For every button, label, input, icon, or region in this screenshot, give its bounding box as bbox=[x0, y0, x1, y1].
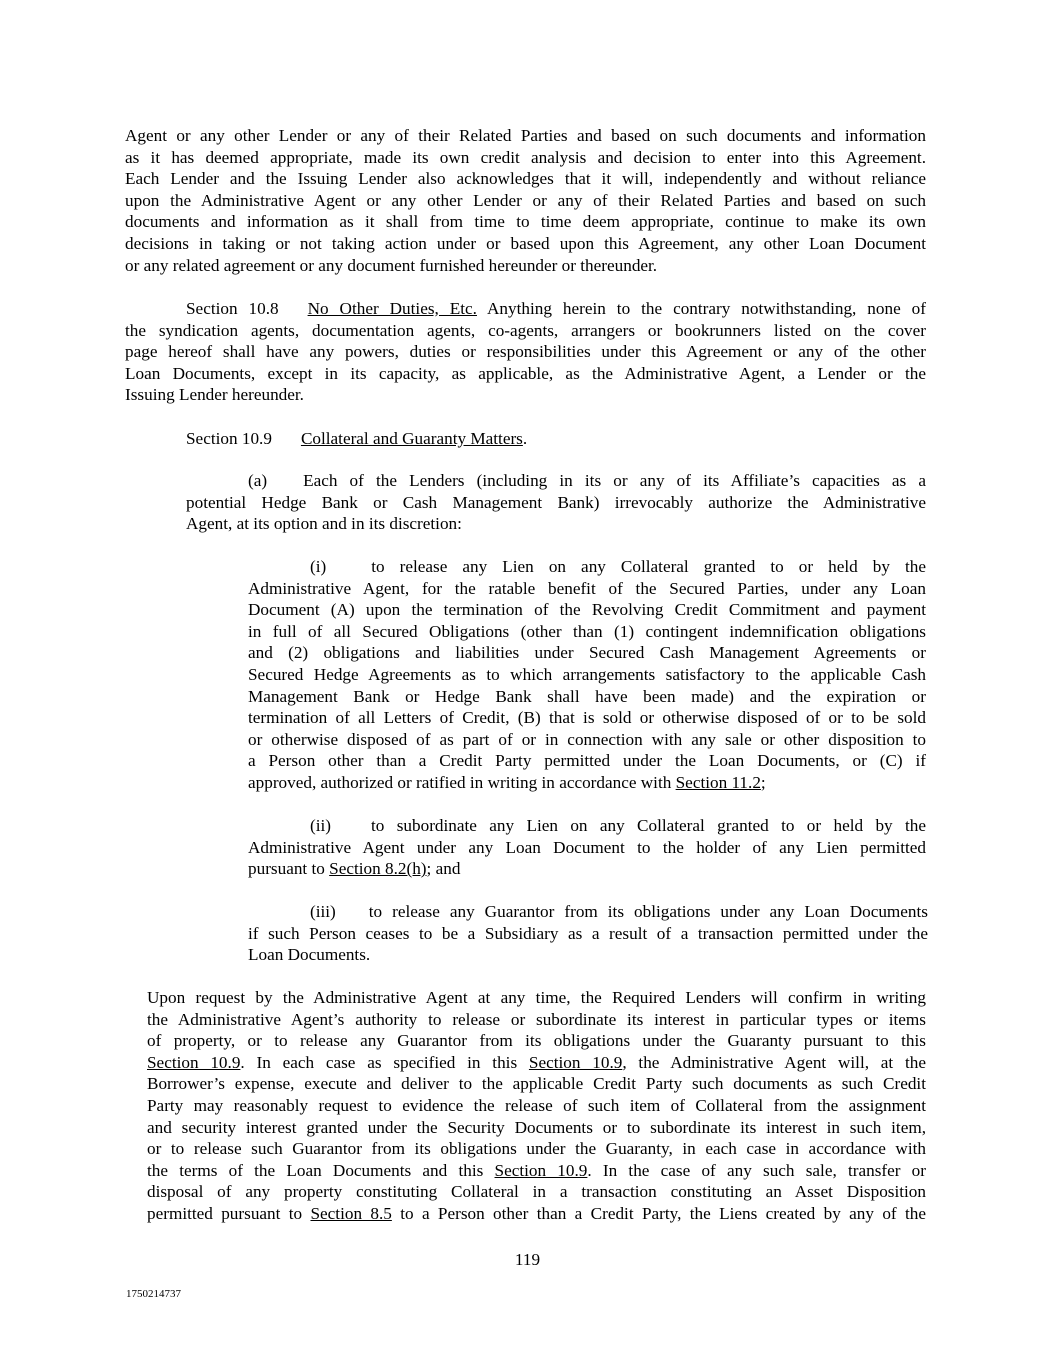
text-line: page hereof shall have any powers, duties or responsibilities under this Agreement or any of the other bbox=[125, 342, 926, 362]
text-line bbox=[248, 815, 926, 837]
text-line: termination of all Letters of Credit, (B) that is sold or otherwise disposed of or to be sold bbox=[248, 708, 926, 728]
text-line bbox=[186, 428, 886, 450]
section-reference-link[interactable]: Section 10.9 bbox=[528, 1052, 623, 1072]
text-line: if such Person ceases to be a Subsidiary as a result of a transaction permitted under the bbox=[248, 923, 928, 943]
text-line: Upon request by the Administrative Agent at any time, the Required Lenders will confirm in writing bbox=[147, 988, 926, 1007]
text-segment: to release any Guarantor from its obligations under any Loan Documents bbox=[368, 902, 928, 921]
text-line: Borrower’s expense, execute and deliver to the applicable Credit Party such documents as such Credit bbox=[147, 1074, 926, 1094]
text-segment: to release any Lien on any Collateral granted to or held by the bbox=[371, 557, 926, 576]
text-line: or otherwise disposed of as part of or in connection with any sale or other disposition to bbox=[248, 729, 926, 749]
text-line: potential Hedge Bank or Cash Management Bank) irrevocably authorize the Administrative bbox=[186, 492, 926, 512]
section-10-8 bbox=[125, 298, 926, 406]
text-segment: the terms of the Loan Documents and this bbox=[147, 1160, 495, 1180]
section-title: No Other Duties, Etc. bbox=[307, 299, 477, 318]
text-line: Agent or any other Lender or any of their Related Parties and based on such documents and information bbox=[125, 126, 926, 145]
section-10-9-heading bbox=[186, 428, 886, 450]
text-line: Administrative Agent, for the ratable benefit of the Secured Parties, under any Loan bbox=[248, 578, 926, 598]
text-line: a Person other than a Credit Party permitted under the Loan Documents, or (C) if bbox=[248, 751, 926, 771]
text-line: the Administrative Agent’s authority to release or subordinate its interest in particular types or items bbox=[147, 1009, 926, 1029]
section-reference-link[interactable]: Section 8.5 bbox=[310, 1203, 392, 1223]
section-number: Section 10.8 bbox=[186, 299, 279, 318]
text-line: Management Bank or Hedge Bank shall have been made) and the expiration or bbox=[248, 686, 926, 706]
text-line bbox=[147, 1052, 926, 1074]
text-segment: permitted pursuant to bbox=[147, 1203, 311, 1223]
document-id: 1750214737 bbox=[126, 1288, 181, 1300]
text-line bbox=[125, 298, 926, 320]
clause-label: (iii) bbox=[310, 902, 336, 921]
section-reference-link[interactable]: Section 11.2 bbox=[675, 772, 761, 792]
section-reference-link[interactable]: Section 10.9 bbox=[494, 1160, 588, 1180]
text-segment: Anything herein to the contrary notwithstanding, none of bbox=[487, 299, 926, 318]
text-line bbox=[248, 858, 926, 880]
text-line bbox=[248, 556, 926, 578]
text-line: and security interest granted under the Security Documents or to subordinate its interest in such item, bbox=[147, 1117, 926, 1137]
text-segment: . In each case as specified in this bbox=[240, 1052, 529, 1072]
text-line: and (2) obligations and liabilities under Secured Cash Management Agreements or bbox=[248, 643, 926, 663]
text-segment: approved, authorized or ratified in writing in accordance with bbox=[248, 772, 676, 792]
text-line: Each Lender and the Issuing Lender also acknowledges that it will, independently and without reliance bbox=[125, 169, 926, 189]
text-line: Loan Documents, except in its capacity, as applicable, as the Administrative Agent, a Lender or the bbox=[125, 363, 926, 383]
text-line: disposal of any property constituting Collateral in a transaction constituting an Asset Disposition bbox=[147, 1182, 926, 1202]
clause-label: (a) bbox=[248, 471, 268, 490]
section-reference-link[interactable]: Section 8.2(h) bbox=[329, 859, 427, 879]
text-line: Issuing Lender hereunder. bbox=[125, 385, 304, 405]
text-line: or to release such Guarantor from its obligations under the Guaranty, in each case in accordance with bbox=[147, 1139, 926, 1159]
text-line: Administrative Agent under any Loan Document to the holder of any Lien permitted bbox=[248, 837, 926, 857]
text-line: Secured Hedge Agreements as to which arrangements satisfactory to the applicable Cash bbox=[248, 664, 926, 684]
text-segment: Each of the Lenders (including in its or any of its Affiliate’s capacities as a bbox=[303, 471, 926, 490]
item-i bbox=[248, 556, 926, 794]
text-line bbox=[248, 901, 928, 923]
text-line: documents and information as it shall from time to time deem appropriate, continue to make its own bbox=[125, 212, 926, 232]
clause-label: (ii) bbox=[310, 816, 331, 835]
section-reference-link[interactable]: Section 10.9 bbox=[147, 1052, 241, 1072]
text-segment: , the Administrative Agent will, at the bbox=[622, 1052, 926, 1072]
text-line bbox=[147, 1203, 926, 1225]
text-line bbox=[186, 470, 926, 492]
item-iii bbox=[248, 901, 928, 966]
text-segment: to a Person other than a Credit Party, the Liens created by any of the bbox=[391, 1203, 926, 1223]
clause-a bbox=[186, 470, 926, 535]
text-segment: ; and bbox=[426, 859, 461, 879]
text-line: of property, or to release any Guarantor from its obligations under the Guaranty pursuant to this bbox=[147, 1031, 926, 1051]
text-line bbox=[248, 772, 926, 794]
text-line: Loan Documents. bbox=[248, 945, 371, 965]
text-segment: pursuant to bbox=[248, 859, 330, 879]
text-line: the syndication agents, documentation agents, co-agents, arrangers or bookrunners listed on the cover bbox=[125, 320, 926, 340]
section-number: Section 10.9 bbox=[186, 429, 272, 448]
text-segment: ; bbox=[760, 772, 766, 792]
text-line: as it has deemed appropriate, made its own credit analysis and decision to enter into this Agreement. bbox=[125, 147, 926, 167]
text-line: Party may reasonably request to evidence the release of such item of Collateral from the assignment bbox=[147, 1095, 926, 1115]
text-segment: to subordinate any Lien on any Collateral granted to or held by the bbox=[371, 816, 926, 835]
text-line: or any related agreement or any document furnished hereunder or thereunder. bbox=[125, 255, 658, 275]
text-line: Agent, at its option and in its discretion: bbox=[186, 514, 462, 534]
item-ii bbox=[248, 815, 926, 880]
text-line: in full of all Secured Obligations (other than (1) contingent indemnification obligations bbox=[248, 621, 926, 641]
clause-label: (i) bbox=[310, 557, 327, 576]
text-segment: . In the case of any such sale, transfer or bbox=[587, 1160, 926, 1180]
text-line: upon the Administrative Agent or any other Lender or any of their Related Parties and based on such bbox=[125, 190, 926, 210]
closing-paragraph bbox=[147, 987, 926, 1225]
section-title: Collateral and Guaranty Matters bbox=[300, 429, 523, 448]
page-number: 119 bbox=[514, 1250, 541, 1269]
text-line bbox=[147, 1160, 926, 1182]
text-line: decisions in taking or not taking action under or based upon this Agreement, any other Loan Document bbox=[125, 233, 926, 253]
text-line: Document (A) upon the termination of the Revolving Credit Commitment and payment bbox=[248, 600, 926, 620]
paragraph-continuation bbox=[125, 125, 926, 276]
text-segment: . bbox=[522, 429, 528, 448]
